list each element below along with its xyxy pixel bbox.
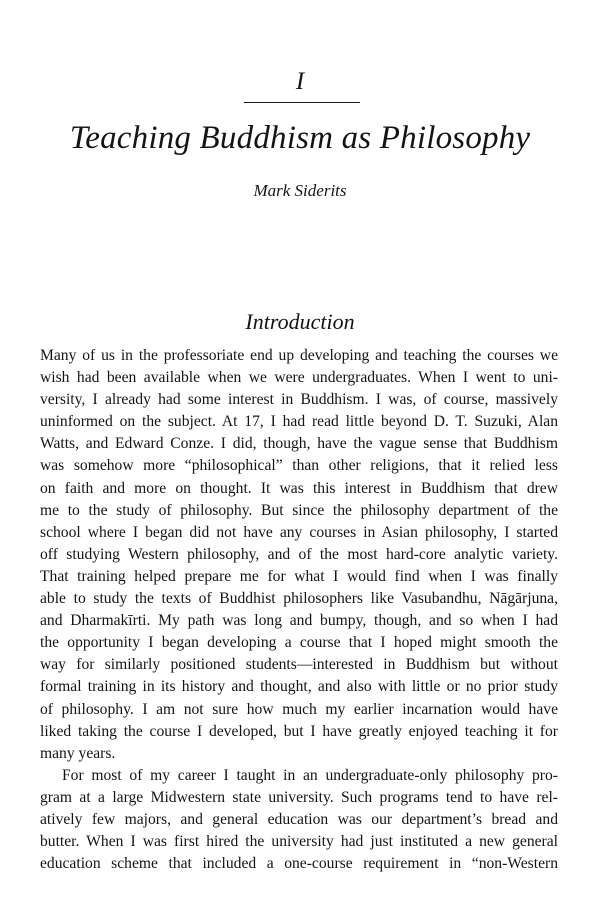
chapter-number: I (295, 68, 305, 95)
text-line: on faith and more on thought. It was this interest in Buddhism that drew (40, 479, 558, 497)
text-line: many years. (40, 744, 116, 762)
text-line: education scheme that included a one-course requirement in “non-Western (40, 855, 558, 873)
text-line: way for similarly positioned students—interested in Buddhism but without (40, 656, 558, 674)
body-text (40, 345, 558, 875)
chapter-divider-rule (244, 102, 360, 103)
text-line: atively few majors, and general education was our department’s bread and (40, 810, 558, 828)
text-line: Watts, and Edward Conze. I did, though, have the vague sense that Buddhism (40, 435, 558, 453)
text-line: and Dharmakīrti. My path was long and bumpy, though, and so when I had (40, 612, 558, 630)
text-line: versity, I already had some interest in Buddhism. I was, of course, massively (40, 391, 558, 409)
text-line: butter. When I was first hired the university had just instituted a new general (40, 833, 558, 851)
section-heading: Introduction (245, 309, 355, 334)
text-line: off studying Western philosophy, and of the most hard-core analytic variety. (40, 545, 558, 563)
text-line: Many of us in the professoriate end up developing and teaching the courses we (40, 347, 558, 364)
text-line: school where I began did not have any courses in Asian philosophy, I started (40, 523, 558, 541)
text-line: able to study the texts of Buddhist philosophers like Vasubandhu, Nāgārjuna, (40, 590, 558, 608)
chapter-title: Teaching Buddhism as Philosophy (69, 120, 531, 156)
paragraph-2 (40, 765, 558, 875)
paragraph-1 (40, 345, 558, 765)
text-line: was somehow more “philosophical” than other religions, that it relied less (40, 457, 558, 475)
text-line: That training helped prepare me for what I would find when I was finally (40, 567, 558, 585)
text-line: of philosophy. I am not sure how much my earlier incarnation would have (40, 700, 558, 718)
text-line: me to the study of philosophy. But since the philosophy department of the (40, 501, 558, 519)
text-line: the opportunity I began developing a course that I hoped might smooth the (40, 634, 558, 652)
text-line: wish had been available when we were undergraduates. When I went to uni- (40, 369, 558, 387)
text-line: gram at a large Midwestern state university. Such programs tend to have rel- (40, 788, 558, 806)
text-line: uninformed on the subject. At 17, I had read little beyond D. T. Suzuki, Alan (40, 413, 558, 431)
text-line: For most of my career I taught in an undergraduate-only philosophy pro- (62, 766, 558, 784)
chapter-author: Mark Siderits (253, 181, 347, 200)
text-line: formal training in its history and thought, and also with little or no prior study (40, 678, 558, 696)
text-line: liked taking the course I developed, but I have greatly enjoyed teaching it for (40, 722, 558, 740)
